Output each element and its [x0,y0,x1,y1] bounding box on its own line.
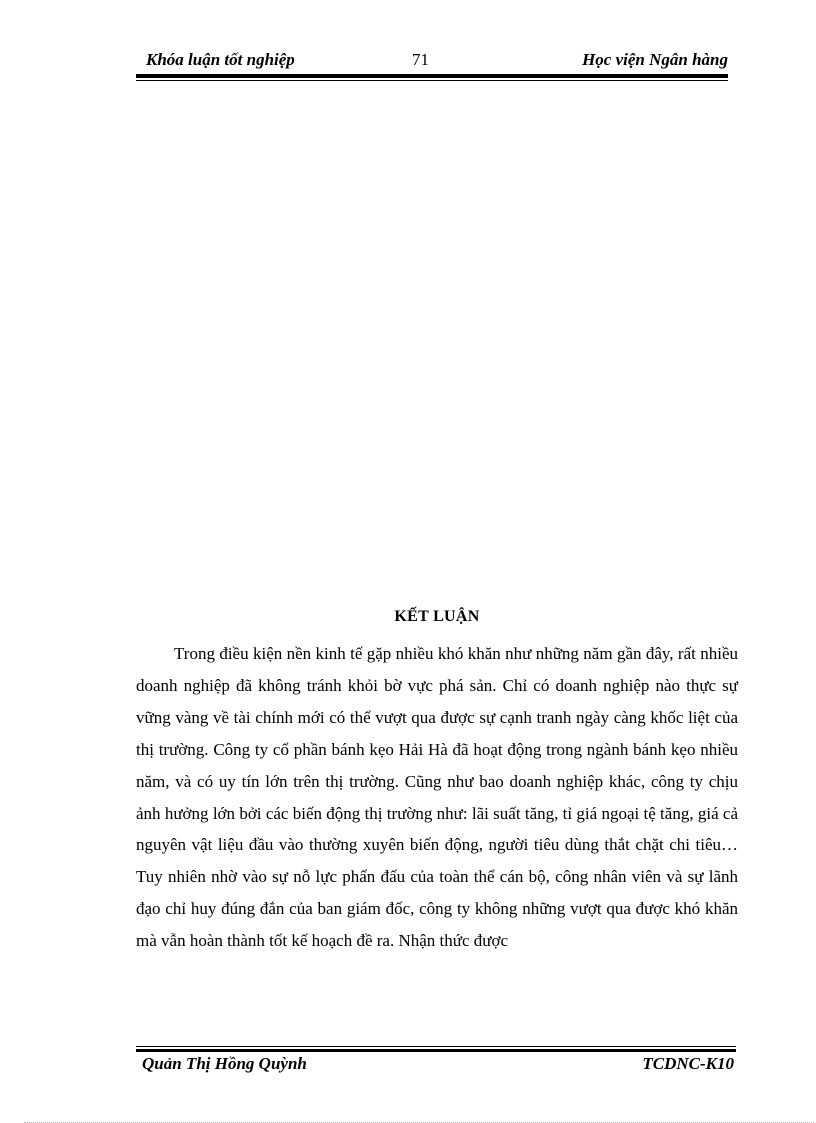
footer-rule-thin [136,1046,736,1047]
header-rule-thin [136,80,728,81]
section-title: KẾT LUẬN [394,608,480,625]
header-institution: Học viện Ngân hàng [582,50,728,69]
page-number: 71 [412,50,429,69]
footer-rule-thick [136,1049,736,1052]
header-rule-thick [136,74,728,78]
body-paragraph: Trong điều kiện nền kinh tế gặp nhiều khó khăn như những năm gần đây, rất nhiều doanh nghiệp đã không tránh khỏi bờ vực phá sản. Chỉ có doanh nghiệp nào thực sự vững vàng về tài chính mới có thể vượt qua được sự cạnh tranh ngày càng khốc liệt của thị trường. Công ty cổ phần bánh kẹo Hải Hà đã hoạt động trong ngành bánh kẹo nhiều năm, và có uy tín lớn trên thị trường. Cũng như bao doanh nghiệp khác, công ty chịu ảnh hưởng lớn bởi các biến động thị trường như: lãi suất tăng, tỉ giá ngoại tệ tăng, giá cả nguyên vật liệu đầu vào thường xuyên biến động, người tiêu dùng thắt chặt chi tiêu… Tuy nhiên nhờ vào sự nỗ lực phấn đấu của toàn thể cán bộ, công nhân viên và sự lãnh đạo chỉ huy đúng đắn của ban giám đốc, công ty không những vượt qua được khó khăn mà vẫn hoàn thành tốt kế hoạch đề ra. Nhận thức được [136,644,738,951]
page-footer [136,1054,736,1078]
header-thesis-label: Khóa luận tốt nghiệp [146,50,295,69]
footer-class-code: TCDNC-K10 [642,1054,734,1073]
footer-author: Quản Thị Hồng Quỳnh [142,1054,307,1073]
page-header [136,46,728,74]
